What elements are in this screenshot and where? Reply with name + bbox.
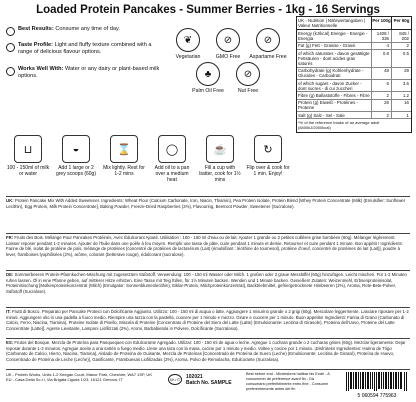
- batch-info: 102021 Batch No. SAMPLE: [186, 374, 232, 386]
- step-3: [102, 135, 146, 177]
- table-row: Carbohydrate (g) Kohlenhydrate - Glucides - Carboidrati 48 29: [298, 68, 409, 79]
- step-6: [246, 135, 290, 177]
- manufacturer-address: UK - Protein Works, Units 1-2 Keegan Court, Manor Park, Cheshire, WA7 1SP, UK EU - Casa Della Sc.r.l, Via Brigata Liguria 1/23, 16121 Genova, IT: [6, 372, 152, 383]
- step-text: Flip over & cook for 1 min. Enjoy!: [246, 165, 290, 177]
- ingredients-it: [6, 309, 410, 337]
- language-code: UK:: [6, 198, 14, 203]
- ingredients-text: Sommerbeeren Protein-Pfannkuchen-Mischung mit zugesetztem Süßstoff. Verwendung: 100 - 150 ml Wasser oder Milch. 1 großen oder 2 graue Messlöffel (60g) hinzufügen. Leicht mischen. Für 1-2 Minuten ruhen lassen. Öl in eine Pfanne geben, auf mittlerer Hitze erhitzen. Eine Tasse mit Teig füllen, für 1½ Minuten backen. Wenden und 1 Minute backen. Genießen! Zutaten: Weizenmehl, Erbsenproteinisolat, Proteinmischung [Molkenproteinkonzentrat (Milch) (Emulgator: Sonnenblumenlecithin), Eiklar-Protein, Milchproteinkonzentrat], Backtriebmittel, gefriergetrocknete Himbeeren (2%), Aroma, Rote-Bete-Pulver, Süßstoff (Sucralose).: [6, 272, 407, 294]
- feature-works-well-with: [6, 66, 164, 80]
- feature-text: Light and fluffy texture combined with a range of delicious flavour options.: [18, 42, 152, 56]
- ingredients-text: Protein Pancake Mix With Added Sweetener. Ingredients: Wheat Flour (Calcium Carbonate, Iron, Niacin, Thiamin), Pea Protein Isolate, Protein Blend [Whey Protein Concentrate (Milk) (Emulsifier: Sunflower Lecithin), Egg Protein, Milk Protein Concentrate], Baking Powder, Freeze-Dried Raspberries (2%), Flavouring, Beetroot Powder, Sweetener (Sucralose).: [6, 198, 406, 209]
- step-4: [150, 135, 194, 183]
- feature-heading: Best Results:: [18, 26, 54, 32]
- divider: [6, 307, 410, 308]
- table-row: Fat (g) Fett - Graisse - Grassi 4 2: [298, 43, 409, 49]
- best-before-text: Best before end - Mindestens haltbar bis Ende - A consommer de préférence avant fin - Da consumarsi preferibilmente entro fine - Consumir preferentemente antes del fin: [246, 372, 330, 391]
- diet-badges: [168, 28, 288, 92]
- badge-label: GMO Free: [215, 54, 241, 60]
- nut-free-icon: ⊘: [236, 62, 260, 86]
- leaf-icon: ❦: [176, 28, 200, 52]
- ingredients-text: Frutti di Bosco. Preparato per Pancake Proteici con Dolcificante Aggiunto. Utilizzo: 100 - 150 ml di acqua o latte. Aggiungere 1 misurino grande o 2 grigi (60g). Mescolare leggermente. Lasciare riposare per 1-2 minuti. Aggiungere olio in una padella a fuoco medio. Riempire una tazza con la pastella, cuocere per 1 minuto e mezzo. Girare e cuocere per 1 minuto. Buon appetito! Ingredienti: Farina di Grano (Carbonato di Calcio, Ferro, Niacina, Tiamina), Proteine Isolate di Pisello, Miscela di Proteine [Concentrato di Proteine del Siero del Latte (Latte) (Emulsionante: Lecitina di Girasole), Proteina dell'Uovo, Proteine del Latte Concentrate (Latte)], Agente Lievitante, Lamponi Liofilizzati (2%), Aromi, Barbabietola in Polvere, Dolcificante (Sucralosio).: [6, 309, 409, 331]
- feature-text: Consume any time of day.: [55, 26, 120, 32]
- language-code: DE:: [6, 272, 14, 277]
- feature-taste-profile: [6, 42, 164, 56]
- language-code: ES:: [6, 340, 14, 345]
- badge-label: Vegetarian: [175, 54, 201, 60]
- step-1: [6, 135, 50, 177]
- table-row: Protein (g) Eiweiß - Protéines - Proteine 26 16: [298, 100, 409, 111]
- nutrition-footnote: *% of the reference intake of an average adult (8400kJ/2000kcal): [298, 120, 380, 131]
- pan-icon: ◯: [158, 135, 186, 163]
- spatula-flip-icon: ↻: [254, 135, 282, 163]
- clock-icon: [6, 27, 15, 36]
- step-5: [198, 135, 242, 183]
- feature-text: Water or any dairy or plant-based milk options.: [18, 65, 160, 79]
- health-mark-icon: UK / IT: [168, 374, 182, 385]
- nutrition-table: [296, 16, 412, 133]
- step-text: Mix lightly. Rest for 1-2 mins: [103, 165, 145, 177]
- barcode-number: 5 060594 775963: [357, 393, 397, 398]
- ingredients-text: Fruits des Bois. Mélange Pour Pancakes Protéinés, Avec Édulcorant Ajouté. Utilisation : 100 - 150 ml d'eau ou de lait. Ajouter 1 grande ou 2 petites cuillères grise bombées (60g). Mélanger légèrement. Laisser reposer pendant 1-2 minutes. Ajouter de l'huile dans une poêle à feu moyen. Remplir une tasse de pâte, cuire pendant 1 minute et demie. Retourner et cuire pendant 1 minute. Bon appétit ! Ingrédients: Farine de blé, isolat de protéine de pois, mélange de protéines [concentré de protéines de lactosérum (Lait) (émulsifiant : lécithine de tournesol), protéine d'oeuf, concentré de protéines de lait (Lait)], poudre à lever, framboises lyophilisées (2%), arôme, colorant (betterave rouge), édulcorant (sucralose).: [6, 235, 403, 257]
- aspartame-free-icon: ⊘: [256, 28, 280, 52]
- step-text: 100 - 150ml of milk or water: [6, 165, 50, 177]
- feature-best-results: [6, 26, 164, 33]
- badge-palm-oil-free: [188, 62, 228, 94]
- language-code: FR:: [6, 235, 14, 240]
- badge-label: Palm Oil Free: [192, 88, 224, 94]
- badge-nut-free: [228, 62, 268, 94]
- badge-label: Nut Free: [237, 88, 259, 94]
- table-row: Salt (g) Salz - Sel - Sale 2 1: [298, 112, 409, 118]
- label-footer: [6, 372, 410, 398]
- divider: [6, 196, 410, 197]
- ingredients-uk: [6, 198, 410, 232]
- badge-gmo-free: [208, 28, 248, 60]
- feature-heading: Taste Profile:: [18, 42, 54, 49]
- table-row: of which saturates - davon gesättigte Fettsäuren - dont acides gras saturés 0.8 0.5: [298, 50, 409, 66]
- feature-list: [6, 26, 164, 89]
- divider: [6, 369, 410, 370]
- nutrition-col-per-serving: Per 60g: [391, 17, 411, 29]
- palm-oil-free-icon: ♣: [196, 62, 220, 86]
- ingredients-fr: [6, 235, 410, 269]
- shaker-icon: [6, 67, 15, 76]
- page-title: Loaded Protein Pancakes - Summer Berries - 1kg - 16 Servings: [36, 4, 380, 16]
- step-2: [54, 135, 98, 177]
- divider: [6, 233, 410, 234]
- ingredients-text: Frutos del Bosque. Mezcla de Proteína para Panqueques con Edulcorante Agregado. Utilizar: 100 - 150 ml de agua o leche. Agregue 1 cuchara grande o 2 cucharas grises (60g). Mezclar ligeramente. Dejar reposar durante 1-2 minutos. Agregue aceite a una sartén a fuego medio. Llene una taza con la masa, cocine por 1 minuto y medio. Voltee y cocine por 1 minuto. ¡Disfrútelo! Ingredientes: Harina de Trigo (Carbonato de Calcio, Hierro, Niacina, Tiamina), Aislado de Proteína de Guisante, Mezcla de Proteínas [Concentrado de Proteína de Suero (Leche) (Emulsionante: Lecitina de Girasol), Proteína de Huevo, Concentrado de Proteína de Leche (Leche)], Gasificante, Frambuesas Liofilizadas (2%), Aroma, Polvo de Remolacha, Edulcorante (Sucralosa).: [6, 340, 406, 362]
- divider: [6, 338, 410, 339]
- feature-heading: Works Well With:: [18, 65, 64, 72]
- whisk-icon: ⌛: [110, 135, 138, 163]
- badge-vegetarian: [168, 28, 208, 60]
- barcode-icon: [344, 372, 410, 398]
- ingredients-de: [6, 272, 410, 306]
- ingredients-es: [6, 340, 410, 368]
- language-code: IT:: [6, 309, 11, 314]
- nutrition-col-per-100g: Per 100g: [371, 17, 391, 29]
- scoop-icon: ◒: [62, 135, 90, 163]
- step-text: Add oil to a pan over a medium heat: [154, 165, 190, 183]
- gmo-free-icon: ⊘: [216, 28, 240, 52]
- nutrition-header: [297, 17, 411, 30]
- measuring-jug-icon: ⊔: [14, 135, 42, 163]
- badge-label: Aspartame Free: [249, 54, 287, 60]
- step-text: Add 1 large or 2 grey scoops (60g): [55, 165, 97, 177]
- nutrition-header-name: UK - Nutrition | Nährwertangaben | Valeur Nutritionnelle: [298, 18, 366, 29]
- badge-aspartame-free: [248, 28, 288, 60]
- preparation-steps: [0, 135, 296, 195]
- taste-icon: [6, 43, 15, 52]
- table-row: of which sugars - davon Zucker - dont sucres - di cui zuccheri 6 3.6: [298, 80, 409, 91]
- table-row: Fibre (g) Ballaststoffe - Fibres - Fibre 2 1.2: [298, 92, 409, 98]
- step-text: Fill a cup with batter, cook for 1½ mins: [199, 165, 241, 183]
- table-row: Energy (kJ/kcal) Energie - Energie - Energia 1408 / 336 845 / 202: [298, 30, 409, 42]
- divider: [6, 270, 410, 271]
- cup-pour-icon: ☕: [206, 135, 234, 163]
